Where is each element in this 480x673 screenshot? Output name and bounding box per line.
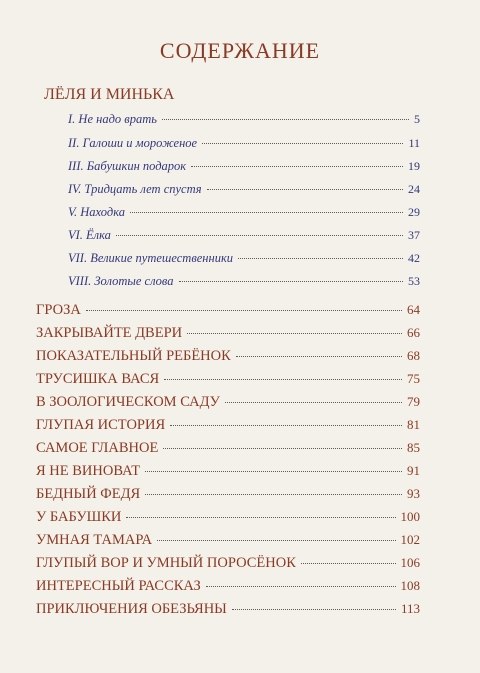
toc-subitem-page: 24 <box>408 182 420 196</box>
toc-subitem-label: VIII. Золотые слова <box>68 274 174 288</box>
toc-item-page: 113 <box>400 601 420 616</box>
dot-leader <box>225 402 402 403</box>
toc-item-label: ГЛУПАЯ ИСТОРИЯ <box>36 417 166 433</box>
toc-subitem-label: IV. Тридцать лет спустя <box>68 182 202 196</box>
toc-item <box>36 440 420 457</box>
toc-subitem-label: VI. Ёлка <box>68 228 111 242</box>
dot-leader <box>187 333 402 334</box>
toc-subitem-page: 11 <box>408 136 420 150</box>
toc-subitem <box>68 205 420 220</box>
dot-leader <box>202 143 403 144</box>
toc-subitem-label: I. Не надо врать <box>68 112 157 126</box>
toc-item-page: 108 <box>400 578 420 593</box>
toc-subitem-page: 5 <box>414 112 420 126</box>
toc-item-page: 100 <box>400 509 420 524</box>
toc-item-page: 91 <box>407 463 420 478</box>
dot-leader <box>164 379 402 380</box>
toc-subitem <box>68 182 420 197</box>
toc-item <box>36 417 420 434</box>
toc-subitem-page: 53 <box>408 274 420 288</box>
toc-subitem <box>68 136 420 151</box>
toc-subitem-label: VII. Великие путешественники <box>68 251 234 265</box>
toc-subitem-label: III. Бабушкин подарок <box>68 159 187 173</box>
toc-item-label: ГРОЗА <box>36 302 81 318</box>
toc-item <box>36 394 420 411</box>
toc-item-label: САМОЕ ГЛАВНОЕ <box>36 440 159 456</box>
toc-item-label: БЕДНЫЙ ФЕДЯ <box>36 486 141 502</box>
toc-subitem <box>68 228 420 243</box>
toc-item-label: ЗАКРЫВАЙТЕ ДВЕРИ <box>36 325 183 341</box>
toc-subitem <box>68 159 420 174</box>
toc-item <box>36 302 420 319</box>
dot-leader <box>232 609 396 610</box>
toc-item-page: 106 <box>400 555 420 570</box>
toc-item-label: ГЛУПЫЙ ВОР И УМНЫЙ ПОРОСЁНОК <box>36 555 296 571</box>
toc-item-page: 93 <box>407 486 420 501</box>
toc-item <box>36 509 420 526</box>
toc-subitem-page: 29 <box>408 205 420 219</box>
dot-leader <box>170 425 402 426</box>
toc-subitem-page: 19 <box>408 159 420 173</box>
toc-item-label: УМНАЯ ТАМАРА <box>36 532 153 548</box>
toc-item <box>36 532 420 549</box>
dot-leader <box>130 212 403 213</box>
toc-item <box>36 371 420 388</box>
dot-leader <box>116 235 403 236</box>
dot-leader <box>206 586 396 587</box>
page-title: СОДЕРЖАНИЕ <box>159 38 321 63</box>
toc-item <box>36 601 420 618</box>
toc-item-page: 81 <box>407 417 420 432</box>
toc-item-page: 75 <box>407 371 420 386</box>
toc-subitem-page: 37 <box>408 228 420 242</box>
dot-leader <box>301 563 396 564</box>
toc-subitem <box>68 274 420 289</box>
toc-item-page: 64 <box>407 302 420 317</box>
toc-item-page: 85 <box>407 440 420 455</box>
section-heading: ЛЁЛЯ И МИНЬКА <box>44 86 175 103</box>
toc-subitem <box>68 251 420 266</box>
toc-item <box>36 348 420 365</box>
toc-item <box>36 463 420 480</box>
toc-item-page: 66 <box>407 325 420 340</box>
toc-subitem-label: V. Находка <box>68 205 125 219</box>
dot-leader <box>238 258 403 259</box>
toc-item-label: У БАБУШКИ <box>36 509 122 525</box>
toc-item-page: 102 <box>400 532 420 547</box>
dot-leader <box>191 166 403 167</box>
toc-item-label: ПРИКЛЮЧЕНИЯ ОБЕЗЬЯНЫ <box>36 601 227 617</box>
toc-item-label: ТРУСИШКА ВАСЯ <box>36 371 160 387</box>
dot-leader <box>86 310 402 311</box>
toc-subitem <box>68 112 420 127</box>
toc-item <box>36 578 420 595</box>
dot-leader <box>207 189 403 190</box>
dot-leader <box>126 517 395 518</box>
toc-item-label: Я НЕ ВИНОВАТ <box>36 463 141 479</box>
dot-leader <box>157 540 395 541</box>
dot-leader <box>162 119 409 120</box>
toc-item-label: ИНТЕРЕСНЫЙ РАССКАЗ <box>36 578 201 594</box>
toc-item-label: ПОКАЗАТЕЛЬНЫЙ РЕБЁНОК <box>36 348 231 364</box>
dot-leader <box>145 471 402 472</box>
dot-leader <box>179 281 403 282</box>
dot-leader <box>145 494 402 495</box>
toc-item-page: 79 <box>407 394 420 409</box>
toc-item <box>36 486 420 503</box>
toc-subitem-page: 42 <box>408 251 420 265</box>
toc-item <box>36 325 420 342</box>
toc-item-page: 68 <box>407 348 420 363</box>
toc-item <box>36 555 420 572</box>
dot-leader <box>236 356 402 357</box>
dot-leader <box>163 448 402 449</box>
toc-subitem-label: II. Галоши и мороженое <box>68 136 198 150</box>
toc-item-label: В ЗООЛОГИЧЕСКОМ САДУ <box>36 394 220 410</box>
